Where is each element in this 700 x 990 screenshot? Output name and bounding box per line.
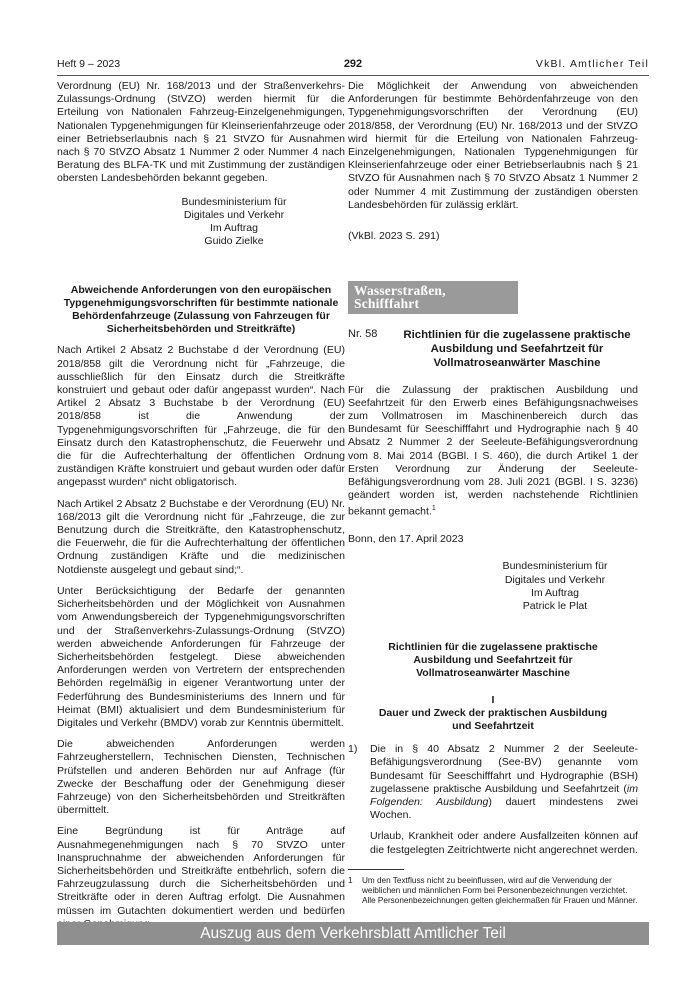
entry-title: Richtlinien für die zugelassene praktische Ausbildung und Seefahrtzeit für Vollmatroseanwärter Maschine — [403, 328, 631, 369]
footnote — [348, 876, 638, 907]
list-item — [348, 743, 638, 830]
entry-heading — [348, 328, 638, 370]
list-item-paragraph: Urlaub, Krankheit oder andere Ausfallzeiten können auf die festgelegten Zeitrichtwerte nicht angerechnet werden. — [370, 830, 638, 856]
paragraph: Die abweichenden Anforderungen werden Fahrzeugherstellern, Technischen Diensten, Technischen Prüfstellen und anderen Behörden nur auf Anfrage (für Zwecke der Beschaffung oder der Genehmigung dieser Fahrzeuge) von den Sicherheitsbehörden und Streitkräften übermittelt. — [57, 738, 345, 817]
signature-line: Im Auftrag — [209, 222, 259, 235]
italic-term: im Folgenden: Ausbildung — [370, 782, 638, 809]
signature-line: Im Auftrag — [530, 586, 580, 599]
date-line: Bonn, den 17. April 2023 — [348, 533, 464, 546]
signature-line: Bundesministerium für — [502, 560, 608, 573]
right-column — [348, 80, 638, 906]
header-divider — [57, 75, 649, 76]
footnote-text: Um den Textfluss nicht zu beeinflussen, wird auf die Verwendung der weiblichen und männlichen Form bei Personenbezeichnungen verzichtet. Alle Personenbezeichnungen gelten gleichermaßen für Frauen und Männer. — [362, 875, 638, 906]
paragraph: Nach Artikel 2 Absatz 2 Buchstabe e der Verordnung (EU) Nr. 168/2013 gilt die Verordnung nicht für „Fahrzeuge, die zur Benutzung durch die Streitkräfte, den Katastrophenschutz, die Feuerwehr, die für die Aufrechterhaltung der öffentlichen Ordnung zuständigen Kräfte und die medizinischen Notdienste ausgelegt und gebaut sind;“. — [57, 497, 345, 576]
footnote-marker[interactable]: 1 — [431, 505, 436, 513]
section-heading: Abweichende Anforderungen von den europäischen Typgenehmigungsvorschriften für bestimmte nationale Behördenfahrzeuge (Zulassung von Fahrzeugen für Sicherheitsbehörden und Streitkräfte) — [63, 284, 339, 336]
page-footer: Auszug aus dem Verkehrsblatt Amtlicher Teil — [57, 922, 649, 945]
chapter-number: I — [491, 694, 495, 707]
chapter-title: Dauer und Zweck der praktischen Ausbildung und Seefahrtzeit — [378, 707, 608, 733]
entry-number: Nr. 58 — [348, 327, 378, 340]
body-paragraph — [348, 384, 638, 520]
citation: (VkBl. 2023 S. 291) — [348, 230, 440, 243]
list-item-text: Die in § 40 Absatz 2 Nummer 2 der Seeleute-Befähigungsverordnung (See-BV) genannte vom Bundesamt für Seeschifffahrt und Hydrographie (BSH) zugelassene praktische Ausbildung und Seefahrtzeit (im Folgenden: Ausbildung) dauert mindestens zwei Wochen. — [370, 743, 638, 822]
guideline-heading: Richtlinien für die zugelassene praktische Ausbildung und Seefahrtzeit für Vollmatroseanwärter Maschine — [388, 641, 598, 680]
footnote-divider — [348, 869, 404, 870]
intro-paragraph: Die Möglichkeit der Anwendung von abweichenden Anforderungen für bestimmte Behördenfahrzeuge von den Typgenehmigungsvorschriften der Verordnung (EU) 2018/858, der Verordnung (EU) Nr. 168/2013 und der StVZO wird hiermit für die Erteilung von Nationalen Fahrzeug-Einzelgenehmigungen, Nationalen Typgenehmigungen für Kleinserienfahrzeuge oder einer Betriebserlaubnis nach § 21 StVZO für Ausnahmen nach § 70 StVZO Absatz 1 Nummer 2 oder Nummer 4 mit Zustimmung der zuständigen obersten Landesbehörden für zulässig erklärt. — [348, 80, 638, 211]
page-header — [57, 58, 649, 74]
left-column — [57, 80, 345, 939]
section-banner: Wasserstraßen, Schifffahrt — [348, 281, 518, 313]
page-number: 292 — [343, 58, 363, 70]
signature-line: Digitales und Verkehr — [183, 208, 285, 221]
paragraph: Eine Begründung ist für Anträge auf Ausnahmegenehmigungen nach § 70 StVZO unter Inanspruchnahme der abweichenden Anforderungen für Sicherheitsbehörden und Streitkräfte entbehrlich, sofern die Fahrzeugzulassung durch die Sicherheitsbehörden und Streitkräfte oder in deren Auftrag erfolgt. Die Ausnahmen müssen im Gutachten dokumentiert werden und bedürfen — [57, 825, 345, 917]
signature-name: Guido Zielke — [204, 235, 264, 248]
paragraph: Nach Artikel 2 Absatz 2 Buchstabe d der Verordnung (EU) 2018/858 gilt die Verordnung nicht für „Fahrzeuge, die ausschließlich für den Einsatz durch die Streitkräfte konstruiert und gebaut oder dafür angepasst wurden“. Nach Artikel 2 Absatz 3 Buchstabe b der Verordnung (EU) 2018/858 ist die Anwendung der Typgenehmigungsvorschriften für „Fahrzeuge, die für den Einsatz durch den Katastrophenschutz, die Feuerwehr und die für die Aufrechterhaltung der öffentlichen Ordnung zuständigen Kräfte konstruiert und gebaut wurden oder dafür angepasst wurden“ nicht obligatorisch. — [57, 344, 345, 489]
publication-label: VkBl. Amtlicher Teil — [535, 58, 649, 70]
footnote-number: 1 — [348, 875, 353, 885]
issue-label: Heft 9 – 2023 — [57, 58, 121, 70]
intro-paragraph: Verordnung (EU) Nr. 168/2013 und der Straßenverkehrs-Zulassungs-Ordnung (StVZO) werden hiermit für die Erteilung von Nationalen Fahrzeug-Einzelgenehmigungen, Nationalen Typgenehmigungen für Kleinserienfahrzeuge oder einer Betriebserlaubnis nach § 21 StVZO für Ausnahmen nach § 70 StVZO Absatz 1 Nummer 2 oder Nummer 4 nach Beratung des BLFA-TK und mit Zustimmung der zuständigen obersten Landesbehörden bekannt gegeben. — [57, 80, 345, 185]
paragraph: Unter Berücksichtigung der Bedarfe der genannten Sicherheitsbehörden und der Möglichkeit von Ausnahmen vom Anwendungsbereich der Typgenehmigungsvorschriften und der Straßenverkehrs-Zulassungs-Ordnung (StVZO) werden abweichende Anforderungen für Fahrzeuge der Sicherheitsbehörden festgelegt. Diese abweichenden Anforderungen werden von Vertretern der entsprechenden Behörden regelmäßig in eigener Verantwortung unter der Federführung des Bundesministeriums des Innern und für Heimat (BMI) aktualisiert und dem Bundesministerium für Digitales und Verkehr (BMDV) vorab zur Kenntnis übermittelt. — [57, 584, 345, 729]
body-text: Für die Zulassung der praktischen Ausbildung und Seefahrtzeit für den Erwerb eines Befähigungsnachweises zum Vollmatrosen im Maschinenbereich durch das Bundesamt für Seeschifffahrt und Hydrographie nach § 40 Absatz 2 Nummer 2 der Seeleute-Befähigungsverordnung vom 8. Mai 2014 (BGBl. I S. 460), die durch Artikel 1 der Ersten Verordnung zur Änderung der Seeleute-Befähigungsverordnung vom 28. Juli 2021 (BGBl. I S. 3236) geändert worden ist, werden nachstehende Richtlinien bekannt gemacht. — [348, 383, 638, 518]
signature-line: Digitales und Verkehr — [504, 573, 606, 586]
signature-block — [348, 560, 638, 613]
signature-block — [57, 196, 345, 249]
list-item-number: 1) — [348, 743, 358, 756]
signature-name: Patrick le Plat — [522, 600, 588, 612]
signature-line: Bundesministerium für — [181, 195, 287, 208]
